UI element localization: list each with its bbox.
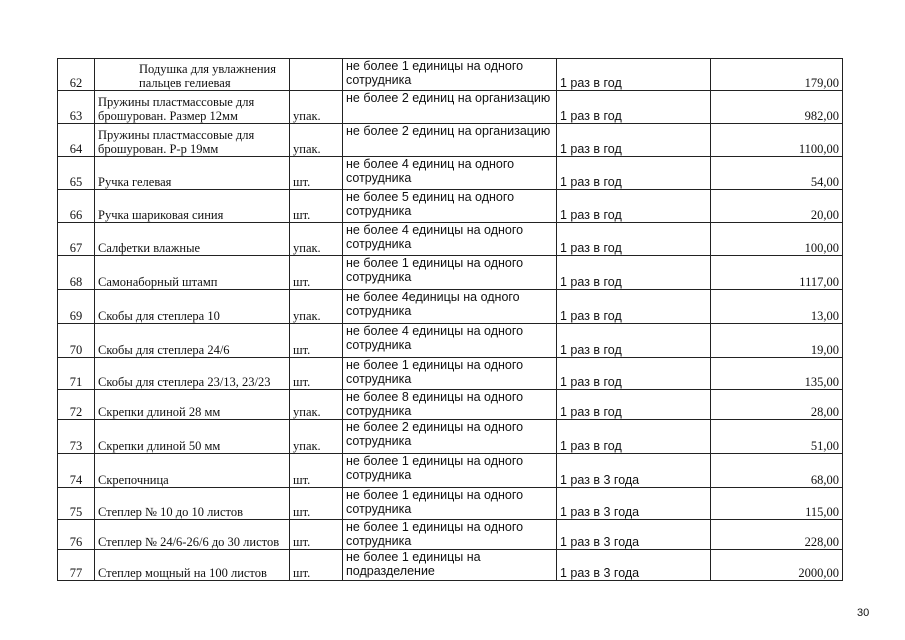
item-unit: шт. (290, 550, 343, 581)
table-row (58, 420, 843, 454)
item-name: Скобы для степлера 24/6 (95, 324, 290, 358)
supplies-table (57, 58, 843, 581)
item-unit: шт. (290, 520, 343, 550)
table-row (58, 223, 843, 256)
item-frequency: 1 раз в год (557, 290, 711, 324)
item-frequency: 1 раз в год (557, 59, 711, 91)
item-price: 100,00 (711, 223, 843, 256)
item-price: 115,00 (711, 488, 843, 520)
item-norm: не более 1 единицы на одного сотрудника (343, 520, 557, 550)
item-price: 28,00 (711, 390, 843, 420)
table-row (58, 290, 843, 324)
table-row (58, 358, 843, 390)
item-frequency: 1 раз в год (557, 324, 711, 358)
item-unit: шт. (290, 157, 343, 190)
item-unit (290, 59, 343, 91)
item-price: 982,00 (711, 91, 843, 124)
item-name: Самонаборный штамп (95, 256, 290, 290)
item-frequency: 1 раз в год (557, 420, 711, 454)
item-norm: не более 5 единиц на одного сотрудника (343, 190, 557, 223)
item-unit: шт. (290, 324, 343, 358)
item-unit: упак. (290, 420, 343, 454)
item-name: Ручка гелевая (95, 157, 290, 190)
item-name: Скобы для степлера 10 (95, 290, 290, 324)
item-unit: упак. (290, 390, 343, 420)
item-frequency: 1 раз в год (557, 358, 711, 390)
item-unit: упак. (290, 223, 343, 256)
table-row (58, 91, 843, 124)
item-price: 1100,00 (711, 124, 843, 157)
item-norm: не более 4 единицы на одного сотрудника (343, 223, 557, 256)
item-name: Степлер № 10 до 10 листов (95, 488, 290, 520)
table-row (58, 520, 843, 550)
item-price: 54,00 (711, 157, 843, 190)
row-number: 73 (58, 420, 95, 454)
item-norm: не более 1 единицы на одного сотрудника (343, 256, 557, 290)
row-number: 75 (58, 488, 95, 520)
item-name: Ручка шариковая синия (95, 190, 290, 223)
page-number: 30 (857, 607, 870, 619)
row-number: 68 (58, 256, 95, 290)
item-unit: шт. (290, 488, 343, 520)
item-norm: не более 2 единицы на одного сотрудника (343, 420, 557, 454)
item-price: 179,00 (711, 59, 843, 91)
item-price: 20,00 (711, 190, 843, 223)
table-row (58, 550, 843, 581)
table-row (58, 390, 843, 420)
table-row (58, 488, 843, 520)
item-frequency: 1 раз в год (557, 124, 711, 157)
item-name: Пружины пластмассовые для брошурован. Размер 12мм (95, 91, 290, 124)
table-row (58, 190, 843, 223)
row-number: 74 (58, 454, 95, 488)
item-norm: не более 2 единиц на организацию (343, 91, 557, 124)
item-norm: не более 4единицы на одного сотрудника (343, 290, 557, 324)
table-row (58, 454, 843, 488)
row-number: 76 (58, 520, 95, 550)
row-number: 67 (58, 223, 95, 256)
item-frequency: 1 раз в год (557, 190, 711, 223)
table-body (58, 59, 843, 581)
item-unit: шт. (290, 190, 343, 223)
row-number: 69 (58, 290, 95, 324)
row-number: 66 (58, 190, 95, 223)
item-norm: не более 2 единиц на организацию (343, 124, 557, 157)
item-frequency: 1 раз в год (557, 256, 711, 290)
item-price: 1117,00 (711, 256, 843, 290)
item-norm: не более 1 единицы на одного сотрудника (343, 488, 557, 520)
item-price: 228,00 (711, 520, 843, 550)
row-number: 65 (58, 157, 95, 190)
item-norm: не более 1 единицы на подразделение (343, 550, 557, 581)
item-name: Степлер № 24/6-26/6 до 30 листов (95, 520, 290, 550)
item-unit: шт. (290, 358, 343, 390)
item-price: 68,00 (711, 454, 843, 488)
item-norm: не более 1 единицы на одного сотрудника (343, 454, 557, 488)
item-unit: упак. (290, 290, 343, 324)
table-row (58, 324, 843, 358)
item-frequency: 1 раз в 3 года (557, 488, 711, 520)
item-name: Степлер мощный на 100 листов (95, 550, 290, 581)
item-name: Подушка для увлажнения пальцев гелиевая (95, 59, 290, 91)
item-name: Салфетки влажные (95, 223, 290, 256)
item-frequency: 1 раз в год (557, 390, 711, 420)
item-norm: не более 1 единицы на одного сотрудника (343, 358, 557, 390)
item-name: Скобы для степлера 23/13, 23/23 (95, 358, 290, 390)
item-price: 51,00 (711, 420, 843, 454)
item-price: 13,00 (711, 290, 843, 324)
item-frequency: 1 раз в 3 года (557, 454, 711, 488)
row-number: 62 (58, 59, 95, 91)
item-frequency: 1 раз в год (557, 157, 711, 190)
item-norm: не более 1 единицы на одного сотрудника (343, 59, 557, 91)
item-unit: упак. (290, 91, 343, 124)
table-row (58, 256, 843, 290)
item-price: 19,00 (711, 324, 843, 358)
item-norm: не более 8 единицы на одного сотрудника (343, 390, 557, 420)
item-unit: шт. (290, 256, 343, 290)
item-frequency: 1 раз в 3 года (557, 520, 711, 550)
item-norm: не более 4 единицы на одного сотрудника (343, 324, 557, 358)
item-unit: шт. (290, 454, 343, 488)
table-row (58, 59, 843, 91)
item-price: 2000,00 (711, 550, 843, 581)
row-number: 72 (58, 390, 95, 420)
item-name: Скрепочница (95, 454, 290, 488)
item-frequency: 1 раз в 3 года (557, 550, 711, 581)
row-number: 64 (58, 124, 95, 157)
item-frequency: 1 раз в год (557, 91, 711, 124)
item-name: Скрепки длиной 50 мм (95, 420, 290, 454)
item-price: 135,00 (711, 358, 843, 390)
item-norm: не более 4 единиц на одного сотрудника (343, 157, 557, 190)
item-name: Пружины пластмассовые для брошурован. Р-р 19мм (95, 124, 290, 157)
item-frequency: 1 раз в год (557, 223, 711, 256)
item-unit: упак. (290, 124, 343, 157)
item-name: Скрепки длиной 28 мм (95, 390, 290, 420)
row-number: 77 (58, 550, 95, 581)
table-row (58, 157, 843, 190)
row-number: 63 (58, 91, 95, 124)
table-row (58, 124, 843, 157)
row-number: 70 (58, 324, 95, 358)
row-number: 71 (58, 358, 95, 390)
